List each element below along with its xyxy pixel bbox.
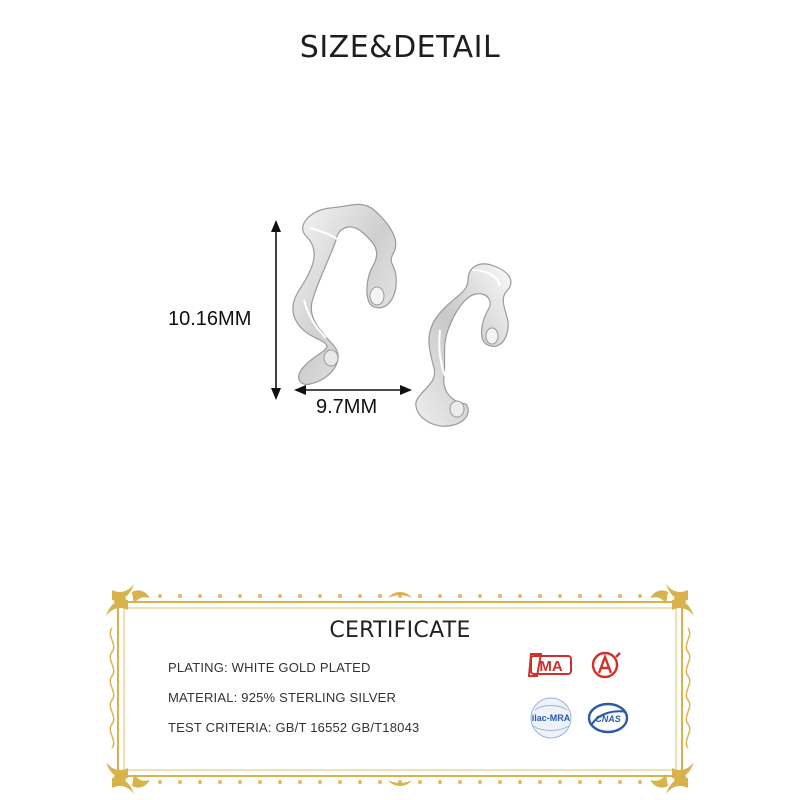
cnas-logo-icon — [586, 700, 632, 736]
width-dimension-label: 9.7MM — [316, 396, 378, 418]
ma-badge-text: MA — [539, 658, 563, 675]
cal-logo-icon — [588, 649, 624, 681]
cma-logo-icon — [527, 650, 575, 680]
cnas-badge-text: CNAS — [595, 714, 621, 724]
material-info: MATERIAL: 925% STERLING SILVER — [168, 690, 397, 705]
certificate-title: CERTIFICATE — [329, 618, 471, 643]
corner-ornament-top-right — [650, 584, 694, 616]
corner-ornament-bottom-left — [106, 762, 150, 794]
corner-ornament-bottom-right — [650, 762, 694, 794]
ilac-mra-logo-icon — [527, 696, 577, 744]
ilac-badge-text: ilac-MRA — [531, 713, 571, 723]
page-title: SIZE&DETAIL — [299, 30, 501, 65]
height-dimension-label: 10.16MM — [168, 308, 252, 330]
test-criteria-info: TEST CRITERIA: GB/T 16552 GB/T18043 — [168, 720, 420, 735]
plating-info: PLATING: WHITE GOLD PLATED — [168, 660, 371, 675]
corner-ornament-top-left — [106, 584, 150, 616]
